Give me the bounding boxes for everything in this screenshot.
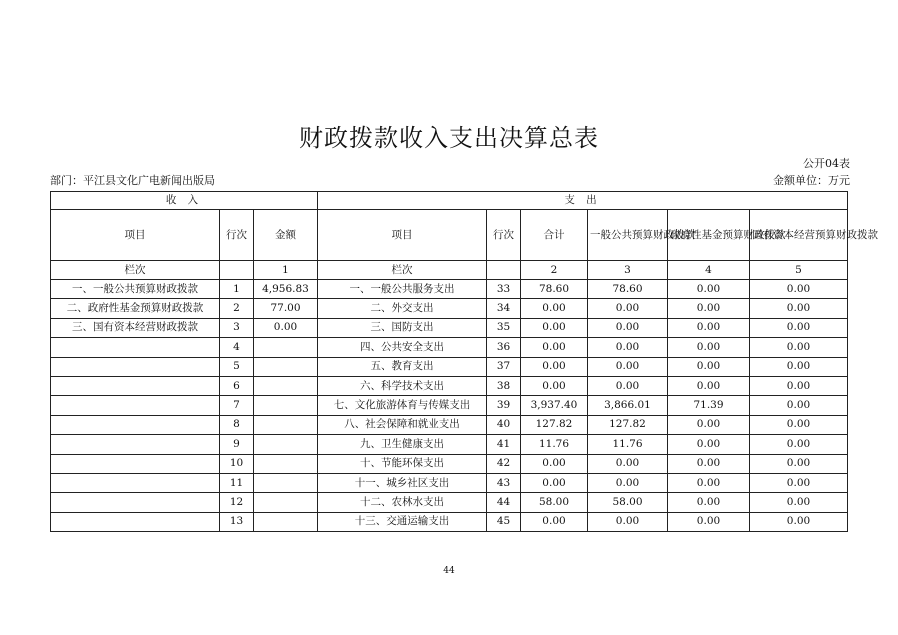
income-item-cell bbox=[51, 396, 220, 415]
table-row bbox=[51, 435, 848, 454]
table-row bbox=[51, 299, 848, 318]
income-amount-cell bbox=[254, 512, 318, 531]
income-amount-cell bbox=[254, 396, 318, 415]
col-state-number: 5 bbox=[750, 261, 848, 280]
income-line-cell: 7 bbox=[220, 396, 254, 415]
income-item-cell bbox=[51, 435, 220, 454]
expense-general-cell: 0.00 bbox=[588, 338, 668, 357]
table-row bbox=[51, 338, 848, 357]
form-number: 公开04表 bbox=[803, 157, 850, 170]
income-line-cell: 1 bbox=[220, 280, 254, 299]
income-item-cell bbox=[51, 376, 220, 395]
expense-general-cell: 0.00 bbox=[588, 318, 668, 337]
income-amount-cell bbox=[254, 357, 318, 376]
income-line-cell: 6 bbox=[220, 376, 254, 395]
header-exp-line: 行次 bbox=[487, 210, 521, 261]
expense-fund-cell: 0.00 bbox=[668, 318, 750, 337]
income-line-cell: 3 bbox=[220, 318, 254, 337]
income-amount-cell bbox=[254, 454, 318, 473]
page-number: 44 bbox=[443, 566, 455, 576]
department-label: 部门：平江县文化广电新闻出版局 bbox=[50, 174, 215, 187]
expense-fund-cell: 0.00 bbox=[668, 280, 750, 299]
income-item-cell bbox=[51, 338, 220, 357]
header-exp-item: 项目 bbox=[318, 210, 487, 261]
header-state: 国有资本经营预算财政拨款 bbox=[750, 210, 848, 261]
income-line-cell: 12 bbox=[220, 493, 254, 512]
table-row bbox=[51, 396, 848, 415]
expense-item-cell: 十、节能环保支出 bbox=[318, 454, 487, 473]
expense-total-cell: 0.00 bbox=[521, 318, 588, 337]
col-label: 栏次 bbox=[51, 261, 220, 280]
expense-item-cell: 一、一般公共服务支出 bbox=[318, 280, 487, 299]
expense-general-cell: 0.00 bbox=[588, 454, 668, 473]
income-item-cell: 二、政府性基金预算财政拨款 bbox=[51, 299, 220, 318]
expense-general-cell: 3,866.01 bbox=[588, 396, 668, 415]
expense-fund-cell: 0.00 bbox=[668, 415, 750, 434]
expense-total-cell: 0.00 bbox=[521, 512, 588, 531]
income-line-cell: 4 bbox=[220, 338, 254, 357]
expense-total-cell: 11.76 bbox=[521, 435, 588, 454]
expense-fund-cell: 0.00 bbox=[668, 473, 750, 492]
header-amount: 金额 bbox=[254, 210, 318, 261]
expense-fund-cell: 0.00 bbox=[668, 512, 750, 531]
table-row bbox=[51, 376, 848, 395]
income-line-cell: 8 bbox=[220, 415, 254, 434]
expense-item-cell: 五、教育支出 bbox=[318, 357, 487, 376]
expense-fund-cell: 0.00 bbox=[668, 435, 750, 454]
expense-general-cell: 0.00 bbox=[588, 376, 668, 395]
expense-total-cell: 127.82 bbox=[521, 415, 588, 434]
expense-item-cell: 二、外交支出 bbox=[318, 299, 487, 318]
expense-general-cell: 0.00 bbox=[588, 512, 668, 531]
expense-line-cell: 35 bbox=[487, 318, 521, 337]
income-item-cell bbox=[51, 357, 220, 376]
table-row bbox=[51, 473, 848, 492]
column-number-row bbox=[51, 261, 848, 280]
unit-label: 金额单位：万元 bbox=[773, 174, 850, 187]
expense-total-cell: 78.60 bbox=[521, 280, 588, 299]
col-fund-number: 4 bbox=[668, 261, 750, 280]
expense-state-cell: 0.00 bbox=[750, 376, 848, 395]
expense-line-cell: 44 bbox=[487, 493, 521, 512]
income-amount-cell bbox=[254, 473, 318, 492]
expense-item-cell: 九、卫生健康支出 bbox=[318, 435, 487, 454]
expense-general-cell: 0.00 bbox=[588, 357, 668, 376]
income-line-cell: 10 bbox=[220, 454, 254, 473]
expense-fund-cell: 0.00 bbox=[668, 493, 750, 512]
table-row bbox=[51, 357, 848, 376]
expense-item-cell: 十二、农林水支出 bbox=[318, 493, 487, 512]
expense-line-cell: 39 bbox=[487, 396, 521, 415]
expense-state-cell: 0.00 bbox=[750, 473, 848, 492]
income-line-cell: 2 bbox=[220, 299, 254, 318]
income-item-cell bbox=[51, 493, 220, 512]
expense-line-cell: 43 bbox=[487, 473, 521, 492]
expense-item-cell: 十一、城乡社区支出 bbox=[318, 473, 487, 492]
income-section-header: 收 入 bbox=[51, 192, 318, 210]
expense-item-cell: 七、文化旅游体育与传媒支出 bbox=[318, 396, 487, 415]
table-row bbox=[51, 280, 848, 299]
income-item-cell bbox=[51, 512, 220, 531]
expense-line-cell: 41 bbox=[487, 435, 521, 454]
col-amount-number: 1 bbox=[254, 261, 318, 280]
expense-state-cell: 0.00 bbox=[750, 318, 848, 337]
income-amount-cell: 4,956.83 bbox=[254, 280, 318, 299]
expense-line-cell: 37 bbox=[487, 357, 521, 376]
header-total: 合计 bbox=[521, 210, 588, 261]
expense-line-cell: 42 bbox=[487, 454, 521, 473]
header-line: 行次 bbox=[220, 210, 254, 261]
expense-item-cell: 三、国防支出 bbox=[318, 318, 487, 337]
income-item-cell: 一、一般公共预算财政拨款 bbox=[51, 280, 220, 299]
expense-line-cell: 34 bbox=[487, 299, 521, 318]
expense-state-cell: 0.00 bbox=[750, 454, 848, 473]
expense-state-cell: 0.00 bbox=[750, 357, 848, 376]
income-amount-cell bbox=[254, 338, 318, 357]
income-line-cell: 5 bbox=[220, 357, 254, 376]
expense-state-cell: 0.00 bbox=[750, 493, 848, 512]
income-amount-cell bbox=[254, 376, 318, 395]
expense-fund-cell: 0.00 bbox=[668, 357, 750, 376]
expense-state-cell: 0.00 bbox=[750, 435, 848, 454]
income-amount-cell bbox=[254, 415, 318, 434]
expense-total-cell: 0.00 bbox=[521, 357, 588, 376]
expense-fund-cell: 0.00 bbox=[668, 299, 750, 318]
expense-fund-cell: 0.00 bbox=[668, 454, 750, 473]
expense-state-cell: 0.00 bbox=[750, 415, 848, 434]
income-item-cell bbox=[51, 454, 220, 473]
expense-total-cell: 0.00 bbox=[521, 376, 588, 395]
expense-total-cell: 3,937.40 bbox=[521, 396, 588, 415]
table-row bbox=[51, 454, 848, 473]
income-line-cell: 11 bbox=[220, 473, 254, 492]
expense-line-cell: 33 bbox=[487, 280, 521, 299]
income-item-cell bbox=[51, 473, 220, 492]
header-general: 一般公共预算财政拨款 bbox=[588, 210, 668, 261]
expense-general-cell: 127.82 bbox=[588, 415, 668, 434]
expense-item-cell: 四、公共安全支出 bbox=[318, 338, 487, 357]
expense-state-cell: 0.00 bbox=[750, 512, 848, 531]
expense-total-cell: 58.00 bbox=[521, 493, 588, 512]
expense-state-cell: 0.00 bbox=[750, 280, 848, 299]
expense-fund-cell: 71.39 bbox=[668, 396, 750, 415]
expense-state-cell: 0.00 bbox=[750, 338, 848, 357]
expense-general-cell: 78.60 bbox=[588, 280, 668, 299]
income-line-cell: 9 bbox=[220, 435, 254, 454]
page-title: 财政拨款收入支出决算总表 bbox=[299, 124, 599, 152]
header-item: 项目 bbox=[51, 210, 220, 261]
expense-general-cell: 0.00 bbox=[588, 473, 668, 492]
col-line-empty bbox=[220, 261, 254, 280]
budget-table bbox=[50, 191, 878, 532]
expense-state-cell: 0.00 bbox=[750, 396, 848, 415]
col-general-number: 3 bbox=[588, 261, 668, 280]
expense-item-cell: 八、社会保障和就业支出 bbox=[318, 415, 487, 434]
expense-line-cell: 40 bbox=[487, 415, 521, 434]
expense-general-cell: 58.00 bbox=[588, 493, 668, 512]
income-amount-cell bbox=[254, 493, 318, 512]
expense-total-cell: 0.00 bbox=[521, 338, 588, 357]
expense-total-cell: 0.00 bbox=[521, 454, 588, 473]
expense-line-cell: 45 bbox=[487, 512, 521, 531]
income-item-cell bbox=[51, 415, 220, 434]
income-amount-cell: 0.00 bbox=[254, 318, 318, 337]
expense-fund-cell: 0.00 bbox=[668, 338, 750, 357]
column-header-row bbox=[51, 210, 848, 261]
col-total-number: 2 bbox=[521, 261, 588, 280]
expense-item-cell: 十三、交通运输支出 bbox=[318, 512, 487, 531]
header-fund: 政府性基金预算财政拨款 bbox=[668, 210, 750, 261]
income-amount-cell: 77.00 bbox=[254, 299, 318, 318]
expense-general-cell: 11.76 bbox=[588, 435, 668, 454]
table-row bbox=[51, 493, 848, 512]
expense-line-cell: 36 bbox=[487, 338, 521, 357]
section-header-row bbox=[51, 192, 848, 210]
expense-general-cell: 0.00 bbox=[588, 299, 668, 318]
col-exp-label: 栏次 bbox=[318, 261, 487, 280]
expense-total-cell: 0.00 bbox=[521, 299, 588, 318]
income-line-cell: 13 bbox=[220, 512, 254, 531]
expense-fund-cell: 0.00 bbox=[668, 376, 750, 395]
expense-line-cell: 38 bbox=[487, 376, 521, 395]
expense-state-cell: 0.00 bbox=[750, 299, 848, 318]
table-row bbox=[51, 512, 848, 531]
income-amount-cell bbox=[254, 435, 318, 454]
col-exp-line-empty bbox=[487, 261, 521, 280]
expense-item-cell: 六、科学技术支出 bbox=[318, 376, 487, 395]
table-row bbox=[51, 415, 848, 434]
income-item-cell: 三、国有资本经营财政拨款 bbox=[51, 318, 220, 337]
expense-total-cell: 0.00 bbox=[521, 473, 588, 492]
expense-section-header: 支 出 bbox=[318, 192, 848, 210]
table-row bbox=[51, 318, 848, 337]
